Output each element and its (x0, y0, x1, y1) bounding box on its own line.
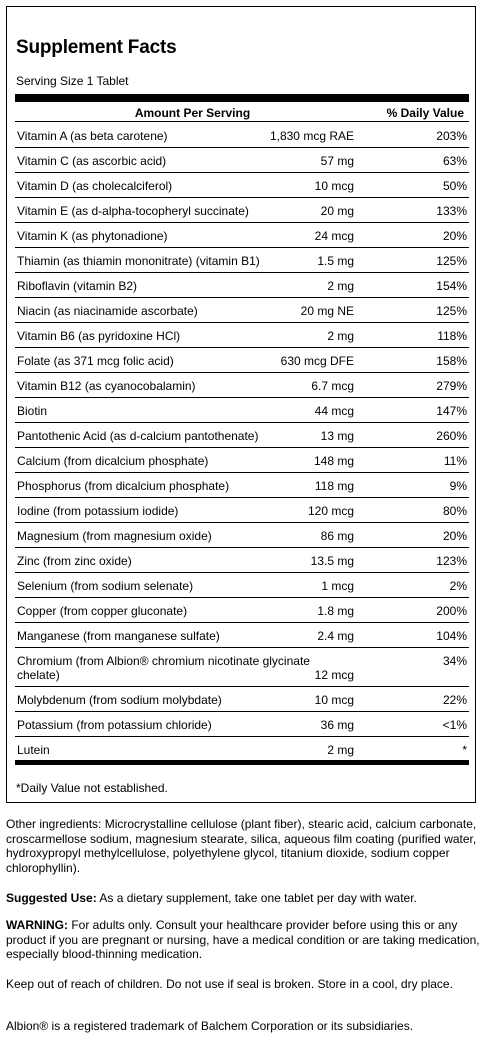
table-row (15, 148, 469, 173)
nutrient-daily-value: 200% (436, 604, 467, 618)
nutrient-name: Zinc (from zinc oxide) (17, 554, 132, 568)
warning-label: WARNING: (6, 918, 68, 932)
suggested-use-label: Suggested Use: (6, 891, 97, 905)
table-row (15, 598, 469, 623)
nutrient-daily-value: <1% (442, 718, 467, 732)
table-header (15, 102, 469, 122)
divider-thick-bottom (15, 760, 469, 765)
nutrient-amount: 36 mg (320, 718, 354, 732)
nutrient-daily-value: 2% (449, 579, 467, 593)
table-row (15, 712, 469, 737)
header-daily-value: % Daily Value (386, 106, 464, 120)
table-row (15, 648, 469, 687)
footnote: *Daily Value not established. (16, 781, 168, 795)
nutrient-name: Riboflavin (vitamin B2) (17, 279, 138, 293)
nutrient-name: Niacin (as niacinamide ascorbate) (17, 304, 198, 318)
warning (6, 918, 481, 962)
table-row (15, 473, 469, 498)
table-row (15, 398, 469, 423)
nutrient-name: Manganese (from manganese sulfate) (17, 629, 220, 643)
table-row (15, 223, 469, 248)
nutrient-amount: 6.7 mcg (311, 379, 354, 393)
nutrient-amount: 2 mg (327, 279, 354, 293)
nutrient-daily-value: 20% (442, 229, 467, 243)
nutrient-daily-value: 158% (436, 354, 467, 368)
nutrient-daily-value: 118% (437, 329, 467, 343)
nutrient-daily-value: 50% (442, 179, 467, 193)
other-ingredients: Other ingredients: Microcrystalline cellulose (plant fiber), stearic acid, calcium carbonate, croscarmellose sodium, magnesium stearate, silica, aqueous film coating (purified water, hydroxypropyl methylcellulose, polyethylene glycol, titanium dioxide, sodium copper chlorophyllin). (6, 817, 477, 875)
nutrient-name: Molybdenum (from sodium molybdate) (17, 693, 222, 707)
nutrient-amount: 2 mg (327, 329, 354, 343)
nutrient-daily-value: 80% (442, 504, 467, 518)
nutrient-daily-value: 154% (436, 279, 467, 293)
nutrient-name: Copper (from copper gluconate) (17, 604, 188, 618)
nutrient-amount: 12 mcg (314, 668, 354, 682)
nutrient-amount: 630 mcg DFE (280, 354, 354, 368)
trademark-notice: Albion® is a registered trademark of Balchem Corporation or its subsidiaries. (6, 1019, 414, 1033)
nutrient-name: Vitamin E (as d-alpha-tocopheryl succinate) (17, 204, 249, 218)
nutrient-daily-value: 125% (436, 254, 467, 268)
nutrient-daily-value: 9% (449, 479, 467, 493)
warning-text: For adults only. Consult your healthcare provider before using this or any product if you are pregnant or nursing, have a medical condition or are taking medication, especially blood-thinning medication. (6, 918, 480, 961)
nutrient-daily-value: 63% (442, 154, 467, 168)
nutrient-amount: 1,830 mcg RAE (269, 129, 354, 143)
nutrient-table (15, 123, 469, 762)
nutrient-daily-value: 11% (443, 454, 467, 468)
nutrient-name: Calcium (from dicalcium phosphate) (17, 454, 209, 468)
nutrient-name: Phosphorus (from dicalcium phosphate) (17, 479, 230, 493)
nutrient-amount: 2 mg (327, 743, 354, 757)
nutrient-amount: 44 mcg (314, 404, 354, 418)
nutrient-daily-value: 133% (436, 204, 467, 218)
table-row (15, 248, 469, 273)
nutrient-daily-value: 203% (436, 129, 467, 143)
nutrient-name: Potassium (from potassium chloride) (17, 718, 212, 732)
table-row (15, 373, 469, 398)
nutrient-amount: 1.5 mg (317, 254, 354, 268)
table-row (15, 273, 469, 298)
nutrient-name: Chromium (from Albion® chromium nicotinate glycinate chelate) (17, 654, 310, 682)
nutrient-name: Pantothenic Acid (as d-calcium pantothenate) (17, 429, 259, 443)
table-row (15, 523, 469, 548)
nutrient-name: Vitamin D (as cholecalciferol) (17, 179, 173, 193)
nutrient-name: Vitamin C (as ascorbic acid) (17, 154, 167, 168)
storage-notice: Keep out of reach of children. Do not use if seal is broken. Store in a cool, dry place. (6, 977, 453, 991)
nutrient-amount: 13.5 mg (310, 554, 354, 568)
nutrient-name: Selenium (from sodium selenate) (17, 579, 194, 593)
nutrient-daily-value: * (462, 743, 467, 757)
table-row (15, 423, 469, 448)
nutrient-daily-value: 34% (442, 654, 467, 668)
nutrient-name: Lutein (17, 743, 50, 757)
table-row (15, 198, 469, 223)
nutrient-amount: 24 mcg (314, 229, 354, 243)
serving-size: Serving Size 1 Tablet (16, 74, 129, 88)
table-row (15, 623, 469, 648)
suggested-use-text: As a dietary supplement, take one tablet per day with water. (96, 891, 417, 905)
nutrient-amount: 10 mcg (314, 179, 354, 193)
nutrient-daily-value: 20% (442, 529, 467, 543)
table-row (15, 737, 469, 762)
nutrient-amount: 13 mg (320, 429, 354, 443)
table-row (15, 323, 469, 348)
table-row (15, 173, 469, 198)
table-row (15, 298, 469, 323)
nutrient-name: Vitamin A (as beta carotene) (17, 129, 168, 143)
header-amount: Amount Per Serving (134, 106, 251, 120)
nutrient-amount: 2.4 mg (317, 629, 354, 643)
table-row (15, 687, 469, 712)
nutrient-daily-value: 279% (436, 379, 467, 393)
nutrient-amount: 148 mg (313, 454, 354, 468)
panel-title: Supplement Facts (16, 37, 177, 58)
nutrient-amount: 86 mg (320, 529, 354, 543)
nutrient-name: Vitamin B6 (as pyridoxine HCl) (17, 329, 181, 343)
nutrient-daily-value: 260% (436, 429, 467, 443)
nutrient-daily-value: 104% (436, 629, 467, 643)
nutrient-daily-value: 147% (436, 404, 467, 418)
supplement-facts-panel (6, 6, 476, 803)
nutrient-amount: 1 mcg (321, 579, 354, 593)
table-row (15, 573, 469, 598)
nutrient-daily-value: 22% (442, 693, 467, 707)
nutrient-amount: 57 mg (320, 154, 354, 168)
table-row (15, 498, 469, 523)
table-row (15, 448, 469, 473)
nutrient-name: Iodine (from potassium iodide) (17, 504, 179, 518)
nutrient-amount: 20 mg (320, 204, 354, 218)
nutrient-name: Biotin (17, 404, 48, 418)
nutrient-name: Magnesium (from magnesium oxide) (17, 529, 212, 543)
nutrient-amount: 1.8 mg (317, 604, 354, 618)
table-row (15, 123, 469, 148)
nutrient-amount: 20 mg NE (300, 304, 354, 318)
suggested-use (6, 891, 481, 906)
nutrient-name: Vitamin B12 (as cyanocobalamin) (17, 379, 196, 393)
nutrient-name: Vitamin K (as phytonadione) (17, 229, 168, 243)
divider-thick-top (15, 94, 469, 102)
nutrient-daily-value: 125% (436, 304, 467, 318)
nutrient-amount: 120 mcg (307, 504, 354, 518)
nutrient-name: Folate (as 371 mcg folic acid) (17, 354, 174, 368)
nutrient-daily-value: 123% (436, 554, 467, 568)
table-row (15, 548, 469, 573)
nutrient-amount: 118 mg (314, 479, 354, 493)
nutrient-name: Thiamin (as thiamin mononitrate) (vitamin B1) (17, 254, 260, 268)
nutrient-amount: 10 mcg (314, 693, 354, 707)
table-row (15, 348, 469, 373)
